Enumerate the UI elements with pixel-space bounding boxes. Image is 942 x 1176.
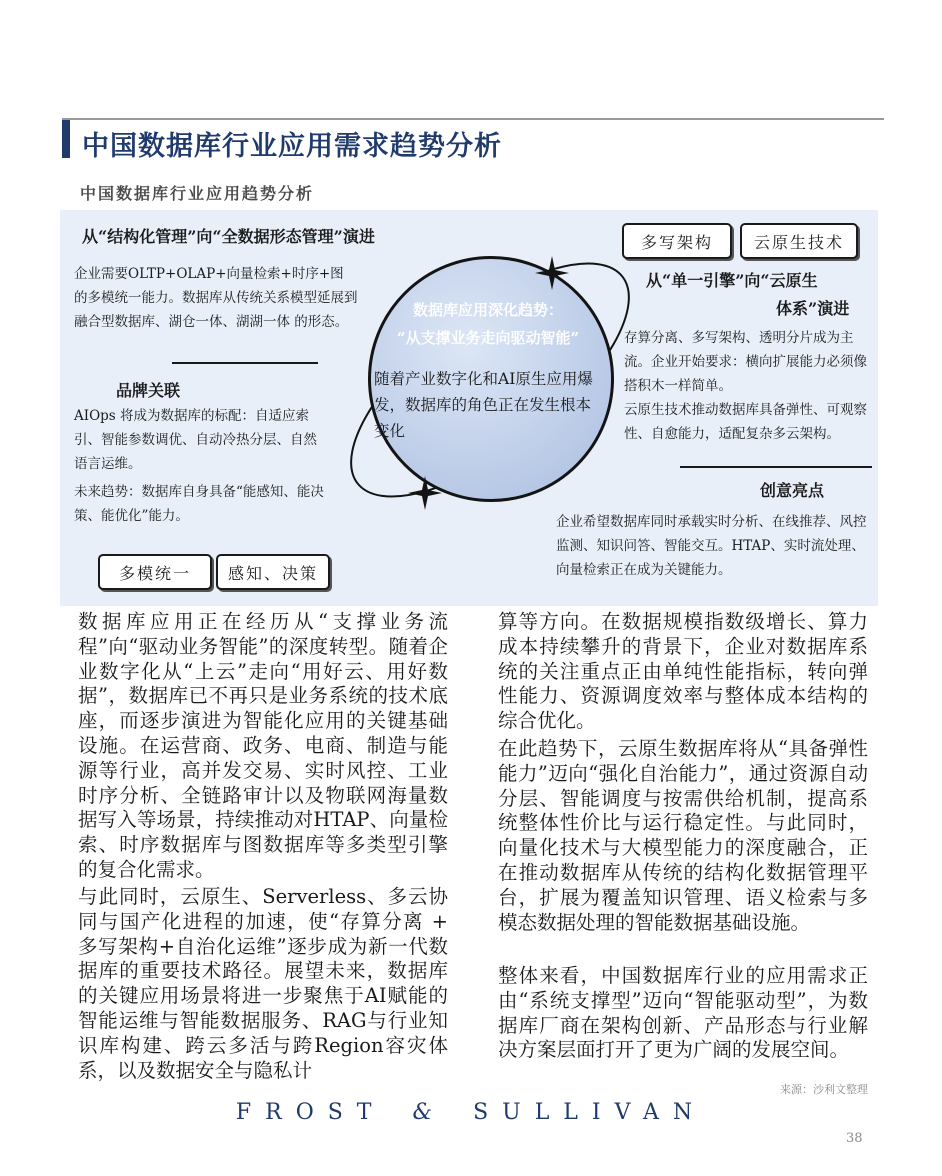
section-subtitle: 中国数据库行业应用趋势分析 <box>80 184 315 203</box>
logo-word-frost: FROST <box>235 1100 386 1125</box>
top-left-title: 从“结构化管理”向“全数据形态管理”演进 <box>82 227 375 246</box>
body-right-paragraph-3: 整体来看，中国数据库行业的应用需求正由“系统支撑型”迈向“智能驱动型”，为数据库厂商在架构创新、产品形态与行业解决方案层面打开了更为广阔的发展空间。 <box>498 964 868 1062</box>
header-rule <box>62 118 884 120</box>
logo-ampersand: & <box>412 1100 433 1125</box>
top-left-text: 企业需要OLTP+OLAP+向量检索+时序+图 的多模统一能力。数据库从传统关系模型延展到融合型数据库、湖仓一体、湖湖一体 的形态。 <box>74 266 358 330</box>
tag-multi-model: 多模统一 <box>98 554 212 590</box>
page-title: 中国数据库行业应用需求趋势分析 <box>82 131 502 162</box>
body-left-paragraph-2: 与此同时，云原生、Serverless、多云协同与国产化进程的加速，使“存算分离 + 多写架构+自治化运维”逐步成为新一代数据库的重要技术路径。展望未来，数据库的关键应用场景将进一步聚焦于AI赋能的智能运维与智能数据服务、RAG与行业知识库构建、跨云多活与跨Region容灾体系，以及数据安全与隐私计 <box>78 885 448 1082</box>
brand-logo <box>0 1100 942 1125</box>
body-right-paragraph-1: 算等方向。在数据规模指数级增长、算力成本持续攀升的背景下，企业对数据库系统的关注重点正由单纯性能指标，转向弹性能力、资源调度效率与整体成本结构的综合优化。 <box>498 610 868 733</box>
top-right-title: 从“单一引擎”向“云原生 <box>646 271 818 290</box>
body-right-paragraph-2: 在此趋势下，云原生数据库将从“具备弹性能力”迈向“强化自治能力”，通过资源自动分层、智能调度与按需供给机制，提高系统整体性价比与运行稳定性。与此同时，向量化技术与大模型能力的深度融合，正在推动数据库从传统的结构化数据管理平台，扩展为覆盖知识管理、语义检索与多模态数据处理的智能数据基础设施。 <box>498 737 868 934</box>
bottom-left-text: AIOps 将成为数据库的标配：自适应索引、智能参数调优、自动冷热分层、自然语言运维。 <box>74 408 317 472</box>
center-heading-quote: “从支撑业务走向驱动智能” <box>396 329 580 347</box>
tag-perceive-decide: 感知、决策 <box>216 554 330 590</box>
divider <box>680 466 872 468</box>
body-left-paragraph-1: 数据库应用正在经历从“支撑业务流程”向“驱动业务智能”的深度转型。随着企业数字化从“上云”走向“用好云、用好数据”，数据库已不再只是业务系统的技术底座，而逐步演进为智能化应用的关键基础设施。在运营商、政务、电商、制造与能源等行业，高并发交易、实时风控、工业时序分析、全链路审计以及物联网海量数据写入等场景，持续推动对HTAP、向量检索、时序数据库与图数据库等多类型引擎的复合化需求。 <box>78 610 448 881</box>
bottom-left-text-2: 未来趋势：数据库自身具备“能感知、能决策、能优化”能力。 <box>74 484 324 524</box>
top-right-title-line2: 体系”演进 <box>776 299 850 318</box>
bottom-right-title: 创意亮点 <box>760 481 825 500</box>
sparkle-star-icon <box>408 476 442 510</box>
page-number: 38 <box>846 1131 863 1146</box>
top-right-text-2: 云原生技术推动数据库具备弹性、可观察性、自愈能力，适配复杂多云架构。 <box>624 402 867 442</box>
source-note: 来源：沙利文整理 <box>780 1083 868 1096</box>
top-right-text: 存算分离、多写架构、透明分片成为主流。企业开始要求：横向扩展能力必须像搭积木一样简单。 <box>624 330 867 394</box>
title-accent-bar <box>62 120 70 158</box>
bottom-left-title: 品牌关联 <box>116 381 181 400</box>
center-heading: 数据库应用深化趋势： <box>412 301 563 319</box>
tag-cloud-native: 云原生技术 <box>740 223 858 259</box>
logo-word-sullivan: SULLIVAN <box>473 1100 707 1125</box>
center-body: 随着产业数字化和AI原生应用爆发，数据库的角色正在发生根本变化 <box>374 370 593 440</box>
tag-multi-write: 多写架构 <box>622 223 732 259</box>
sparkle-star-icon <box>535 256 569 290</box>
divider <box>172 362 318 364</box>
bottom-right-text: 企业希望数据库同时承载实时分析、在线推荐、风控监测、知识问答、智能交互。HTAP、实时流处理、向量检索正在成为关键能力。 <box>556 514 867 578</box>
